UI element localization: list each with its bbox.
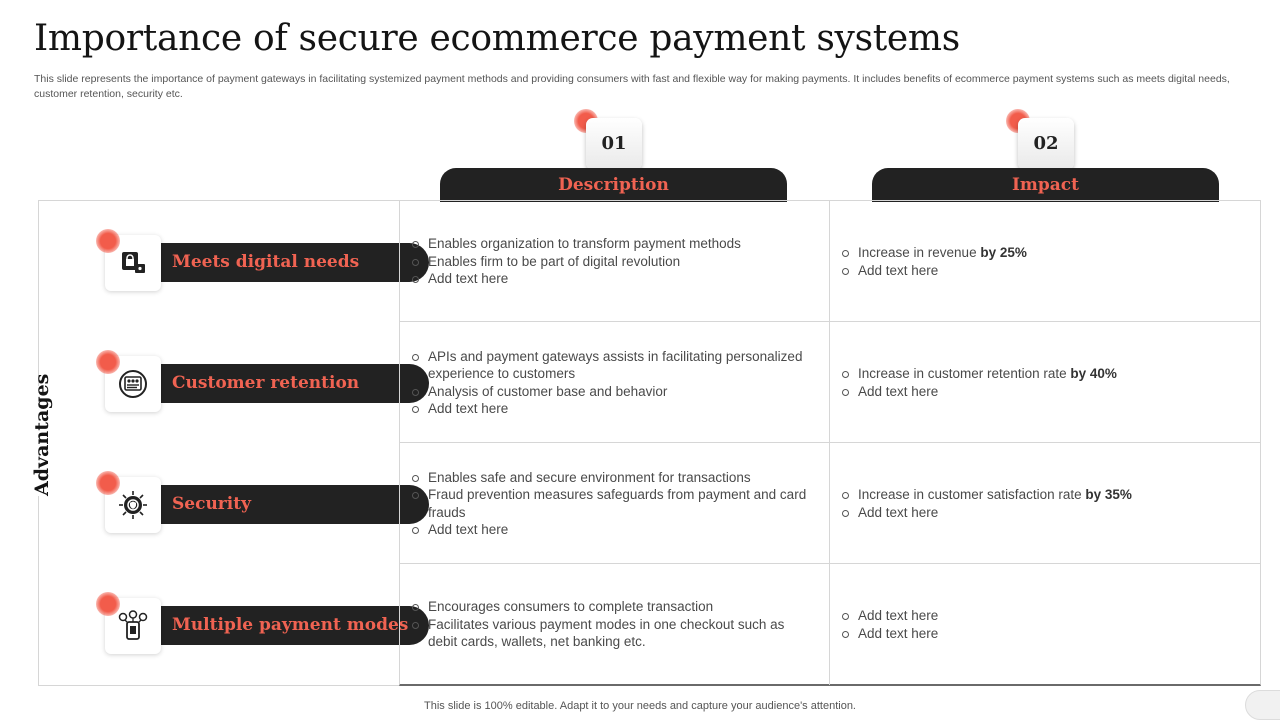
table-row bbox=[400, 322, 1260, 443]
list-item: Facilitates various payment modes in one checkout such as debit cards, wallets, net banking etc. bbox=[410, 616, 815, 651]
table-row bbox=[400, 443, 1260, 564]
side-label-text: Advantages bbox=[31, 373, 53, 496]
list-item: Increase in customer retention rate by 40% bbox=[840, 365, 1117, 383]
description-cell bbox=[400, 322, 830, 443]
description-cell bbox=[400, 564, 830, 685]
list-item: Add text here bbox=[840, 383, 1117, 401]
list-item: Encourages consumers to complete transaction bbox=[410, 598, 815, 616]
list-item: Increase in customer satisfaction rate by 35% bbox=[840, 486, 1132, 504]
advantage-label: Security bbox=[135, 485, 429, 524]
accent-dot bbox=[96, 471, 120, 495]
advantages-panel bbox=[38, 200, 409, 686]
list-item: Add text here bbox=[840, 262, 1027, 280]
advantages-side-label bbox=[22, 373, 62, 496]
number-badge: 02 bbox=[1018, 118, 1074, 170]
number-badge: 01 bbox=[586, 118, 642, 170]
impact-cell bbox=[830, 564, 1260, 685]
impact-cell bbox=[830, 201, 1260, 322]
benefits-table bbox=[399, 200, 1261, 686]
column-label: Impact bbox=[872, 168, 1219, 202]
advantage-label: Multiple payment modes bbox=[135, 606, 429, 645]
impact-cell bbox=[830, 443, 1260, 564]
table-row bbox=[400, 564, 1260, 685]
column-label: Description bbox=[440, 168, 787, 202]
list-item: Add text here bbox=[410, 521, 815, 539]
list-item: Add text here bbox=[410, 400, 815, 418]
accent-dot bbox=[96, 592, 120, 616]
list-item: Analysis of customer base and behavior bbox=[410, 383, 815, 401]
list-item: APIs and payment gateways assists in facilitating personalized experience to customers bbox=[410, 348, 815, 383]
advantage-row bbox=[39, 564, 439, 685]
corner-tab[interactable] bbox=[1245, 690, 1280, 720]
list-item: Enables organization to transform payment methods bbox=[410, 235, 741, 253]
list-item: Add text here bbox=[840, 607, 938, 625]
advantage-row bbox=[39, 443, 439, 564]
list-item: Enables safe and secure environment for transactions bbox=[410, 469, 815, 487]
slide-subtitle: This slide represents the importance of payment gateways in facilitating systemized payment methods and providing consumers with fast and flexible way for making payments. It includes benefits of ecommerce payment systems such as meets digital needs, customer retention, security etc. bbox=[34, 73, 1230, 100]
advantage-row bbox=[39, 322, 439, 443]
table-row bbox=[400, 201, 1260, 322]
list-item: Add text here bbox=[840, 504, 1132, 522]
slide-title: Importance of secure ecommerce payment systems bbox=[34, 18, 960, 59]
accent-dot bbox=[96, 350, 120, 374]
description-cell bbox=[400, 443, 830, 564]
advantage-label: Meets digital needs bbox=[135, 243, 429, 282]
list-item: Fraud prevention measures safeguards from payment and card frauds bbox=[410, 486, 815, 521]
list-item: Increase in revenue by 25% bbox=[840, 244, 1027, 262]
description-cell bbox=[400, 201, 830, 322]
list-item: Add text here bbox=[840, 625, 938, 643]
accent-dot bbox=[96, 229, 120, 253]
advantage-row bbox=[39, 201, 439, 322]
impact-cell bbox=[830, 322, 1260, 443]
list-item: Enables firm to be part of digital revolution bbox=[410, 253, 741, 271]
advantage-label: Customer retention bbox=[135, 364, 429, 403]
list-item: Add text here bbox=[410, 270, 741, 288]
slide-footer: This slide is 100% editable. Adapt it to your needs and capture your audience's attention. bbox=[424, 700, 856, 712]
